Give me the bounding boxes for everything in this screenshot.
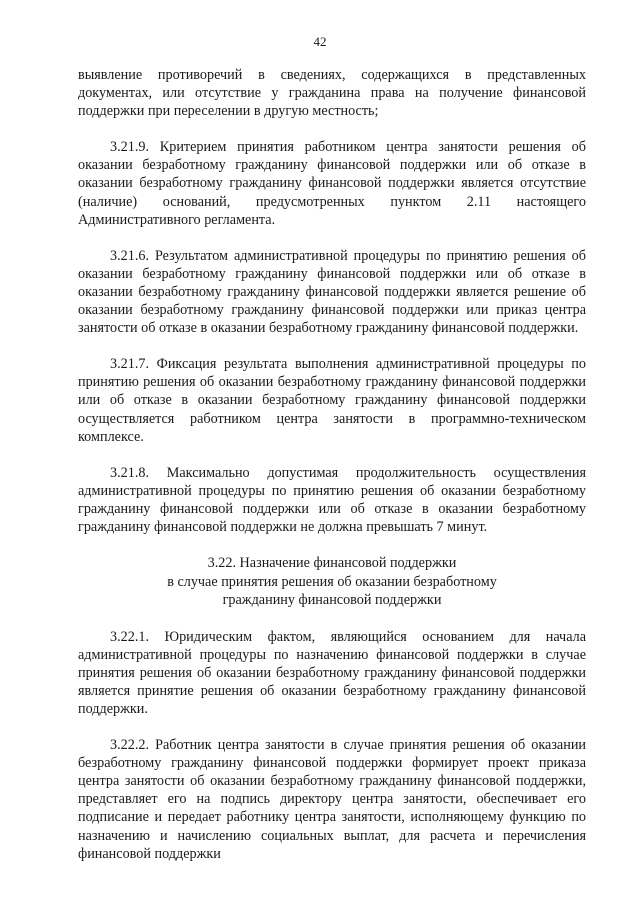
paragraph-3-22-2: 3.22.2. Работник центра занятости в случае принятия решения об оказании безработному гражданину финансовой поддержки формирует проект приказа центра занятости об оказании безработному гражданину финансовой поддержки, представляет его на подпись директору центра занятости, обеспечивает его подписание и передает работнику центра занятости, исполняющему функцию по назначению и начислению социальных выплат, для расчета и перечисления финансовой поддержки bbox=[78, 737, 586, 862]
section-heading-line-3: гражданину финансовой поддержки bbox=[222, 592, 442, 609]
paragraph-3-21-9: 3.21.9. Критерием принятия работником центра занятости решения об оказании безработному гражданину финансовой поддержки или об отказе в оказании безработному гражданину финансовой поддержки является отсутствие (наличие) оснований, предусмотренных пунктом 2.11 настоящего Административного регламента. bbox=[78, 139, 586, 228]
paragraph-3-22-1: 3.22.1. Юридическим фактом, являющийся основанием для начала административной процедуры по назначению финансовой поддержки в случае принятия решения об оказании безработному гражданину финансовой поддержки является принятие решения об оказании безработному гражданину финансовой поддержки. bbox=[78, 628, 586, 717]
section-heading-line-1: 3.22. Назначение финансовой поддержки bbox=[207, 555, 457, 572]
section-heading-3-22 bbox=[78, 554, 586, 610]
document-body bbox=[78, 66, 586, 863]
section-heading-line-2: в случае принятия решения об оказании безработному bbox=[167, 573, 497, 590]
page-number: 42 bbox=[313, 34, 327, 49]
paragraph-continuation: выявление противоречий в сведениях, содержащихся в представленных документах, или отсутствие у гражданина права на получение финансовой поддержки при переселении в другую местность; bbox=[78, 67, 586, 120]
paragraph-3-21-6: 3.21.6. Результатом административной процедуры по принятию решения об оказании безработному гражданину финансовой поддержки или об отказе в оказании безработному гражданину финансовой поддержки является решение об оказании безработному гражданину финансовой поддержки или приказ центра занятости об отказе в оказании безработному гражданину финансовой поддержки. bbox=[78, 247, 586, 337]
paragraph-3-21-7: 3.21.7. Фиксация результата выполнения административной процедуры по принятию решения об оказании безработному гражданину финансовой поддержки или об отказе в оказании безработному гражданину финансовой поддержки осуществляется работником центра занятости в программно-техническом комплексе. bbox=[78, 356, 586, 445]
paragraph-3-21-8: 3.21.8. Максимально допустимая продолжительность осуществления административной процедуры по принятию решения об оказании безработному гражданину финансовой поддержки или об отказе в оказании безработному гражданину финансовой поддержки не должна превышать 7 минут. bbox=[78, 464, 586, 535]
